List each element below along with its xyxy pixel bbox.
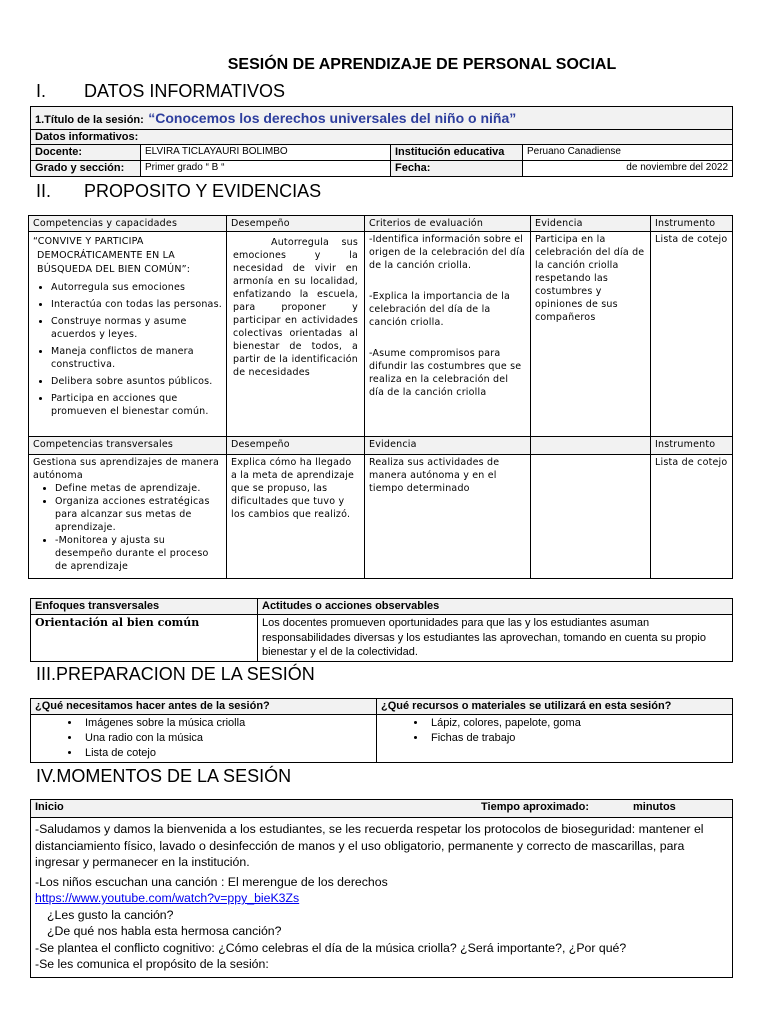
criterio-item: -Asume compromisos para difundir las costumbres que se realiza en la celebración del día de la canción criolla bbox=[369, 348, 522, 398]
trans-instrumento-header: Instrumento bbox=[651, 437, 733, 455]
fecha-label: Fecha: bbox=[391, 161, 523, 177]
proposito-line: -Se les comunica el propósito de la sesión: bbox=[35, 957, 269, 971]
list-item: • Interactúa con todas las personas. bbox=[51, 298, 222, 311]
inicio-label: Inicio bbox=[35, 801, 64, 813]
list-item: • Maneja conflictos de manera constructiva. bbox=[51, 345, 222, 371]
question-2: ¿De qué nos habla esta hermosa canción? bbox=[47, 924, 282, 938]
titulo-row bbox=[31, 107, 733, 130]
minutos-label: minutos bbox=[633, 801, 676, 813]
trans-empty-cell bbox=[531, 455, 651, 579]
question-1: ¿Les gusto la canción? bbox=[47, 907, 174, 922]
evidencia-cell: Participa en la celebración del día de la canción criolla respetando las costumbres y opiniones de sus compañeros bbox=[531, 232, 651, 437]
criterio-item: -Explica la importancia de la celebración del día de la canción criolla. bbox=[369, 291, 510, 328]
section-1-label: DATOS INFORMATIVOS bbox=[84, 81, 286, 101]
momentos-table bbox=[30, 799, 733, 978]
institucion-label: Institución educativa bbox=[391, 145, 523, 161]
inicio-line-1: -Saludamos y damos la bienvenida a los estudiantes, se les recuerda respetar los protocolos de bioseguridad: mantener el distanciamiento físico, lavado o desinfección de manos y el uso obligatorio, permanente y correcto de mascarillas, para ingresar y permanecer en la institución. bbox=[35, 822, 704, 869]
enfoques-table bbox=[30, 598, 733, 662]
preparacion-table bbox=[30, 698, 733, 763]
section-1-heading bbox=[36, 81, 285, 102]
trans-desempeno-header: Desempeño bbox=[227, 437, 365, 455]
song-link[interactable]: https://www.youtube.com/watch?v=ppy_bieK3Zs bbox=[35, 891, 300, 905]
capacidades-list bbox=[33, 281, 222, 418]
desempeno-header: Desempeño bbox=[227, 216, 365, 232]
docente-label: Docente: bbox=[31, 145, 141, 161]
enfoque-value: Orientación al bien común bbox=[31, 615, 258, 662]
competencia-title: “CONVIVE Y PARTICIPA DEMOCRÁTICAMENTE EN LA BÚSQUEDA DEL BIEN COMÚN”: bbox=[33, 236, 191, 275]
tiempo-label: Tiempo aproximado: bbox=[481, 801, 589, 813]
preparacion-right-cell bbox=[377, 715, 733, 763]
titulo-value: “Conocemos los derechos universales del niño o niña” bbox=[148, 110, 517, 126]
section-3-heading: III.PREPARACION DE LA SESIÓN bbox=[36, 664, 315, 684]
trans-desempeno-cell: Explica cómo ha llegado a la meta de aprendizaje que se propuso, las dificultades que tuvo y los cambios que realizó. bbox=[227, 455, 365, 579]
competencias-table bbox=[28, 215, 733, 579]
conflicto-line: -Se plantea el conflicto cognitivo: ¿Cómo celebras el día de la música criolla? ¿Será importante?, ¿Por qué? bbox=[35, 940, 627, 955]
section-1-number: I. bbox=[36, 81, 47, 101]
preparacion-left-list bbox=[35, 716, 372, 761]
institucion-value: Peruano Canadiense bbox=[523, 145, 733, 161]
list-item: • Define metas de aprendizaje. bbox=[55, 482, 222, 495]
criterio-item: -Identifica información sobre el origen de la celebración del día de la canción criolla. bbox=[369, 234, 526, 271]
section-2-label: PROPOSITO Y EVIDENCIAS bbox=[84, 181, 322, 201]
grado-value: Primer grado “ B “ bbox=[141, 161, 391, 177]
list-item: • Una radio con la música bbox=[81, 731, 372, 746]
list-item: • Imágenes sobre la música criolla bbox=[81, 716, 372, 731]
transversales-header: Competencias transversales bbox=[29, 437, 227, 455]
list-item: • Organiza acciones estratégicas para alcanzar sus metas de aprendizaje. bbox=[55, 495, 222, 534]
trans-evidencia-cell: Realiza sus actividades de manera autónoma y en el tiempo determinado bbox=[365, 455, 531, 579]
datos-table bbox=[30, 106, 733, 177]
section-2-heading bbox=[36, 181, 321, 202]
list-item: • -Monitorea y ajusta su desempeño durante el proceso de aprendizaje bbox=[55, 534, 222, 573]
section-4-heading: IV.MOMENTOS DE LA SESIÓN bbox=[36, 766, 292, 786]
inicio-line-2: -Los niños escuchan una canción : El merengue de los derechos bbox=[35, 874, 388, 889]
document-title: SESIÓN DE APRENDIZAJE DE PERSONAL SOCIAL bbox=[227, 56, 617, 73]
criterios-cell bbox=[365, 232, 531, 437]
trans-empty-header bbox=[531, 437, 651, 455]
list-item: • Lápiz, colores, papelote, goma bbox=[427, 716, 728, 731]
trans-instrumento-cell: Lista de cotejo bbox=[651, 455, 733, 579]
list-item: • Participa en acciones que promueven el bienestar común. bbox=[51, 392, 222, 418]
list-item: • Construye normas y asume acuerdos y leyes. bbox=[51, 315, 222, 341]
section-2-number: II. bbox=[36, 181, 52, 201]
list-item: • Delibera sobre asuntos públicos. bbox=[51, 375, 222, 388]
criterios-header: Criterios de evaluación bbox=[365, 216, 531, 232]
trans-evidencia-header: Evidencia bbox=[365, 437, 531, 455]
instrumento-header: Instrumento bbox=[651, 216, 733, 232]
enfoques-header: Enfoques transversales bbox=[31, 599, 258, 615]
list-item: • Autorregula sus emociones bbox=[51, 281, 222, 294]
desempeno-text: Autorregula sus emociones y la necesidad de vivir en armonía en su localidad, enfatizando la escuela, para proponer y participar en actividades colectivas orientadas al bienestar de todos, a partir de la identificación de necesidades bbox=[233, 237, 358, 378]
trans-capacidades-list bbox=[33, 482, 222, 573]
list-item: • Fichas de trabajo bbox=[427, 731, 728, 746]
actitudes-header: Actitudes o acciones observables bbox=[258, 599, 733, 615]
docente-value: ELVIRA TICLAYAURI BOLIMBO bbox=[141, 145, 391, 161]
instrumento-cell: Lista de cotejo bbox=[651, 232, 733, 437]
titulo-label: 1.Título de la sesión: bbox=[35, 114, 144, 126]
datos-label: Datos informativos: bbox=[31, 130, 733, 145]
inicio-content bbox=[31, 818, 733, 978]
preparacion-left-cell bbox=[31, 715, 377, 763]
competencia-cell bbox=[29, 232, 227, 437]
list-item: • Lista de cotejo bbox=[81, 746, 372, 761]
preparacion-right-list bbox=[381, 716, 728, 746]
competencias-header: Competencias y capacidades bbox=[29, 216, 227, 232]
fecha-value: de noviembre del 2022 bbox=[523, 161, 733, 177]
trans-competencia-cell bbox=[29, 455, 227, 579]
preparacion-header-left: ¿Qué necesitamos hacer antes de la sesión? bbox=[31, 699, 377, 715]
grado-label: Grado y sección: bbox=[31, 161, 141, 177]
desempeno-cell bbox=[227, 232, 365, 437]
evidencia-header: Evidencia bbox=[531, 216, 651, 232]
inicio-header bbox=[31, 800, 733, 818]
preparacion-header-right: ¿Qué recursos o materiales se utilizará en esta sesión? bbox=[377, 699, 733, 715]
trans-competencia: Gestiona sus aprendizajes de manera autónoma bbox=[33, 457, 220, 481]
actitud-value: Los docentes promueven oportunidades para que las y los estudiantes asuman responsabilidades diversas y los estudiantes las aprovechan, tomando en cuenta su propio bienestar y el de la colectividad. bbox=[258, 615, 733, 662]
